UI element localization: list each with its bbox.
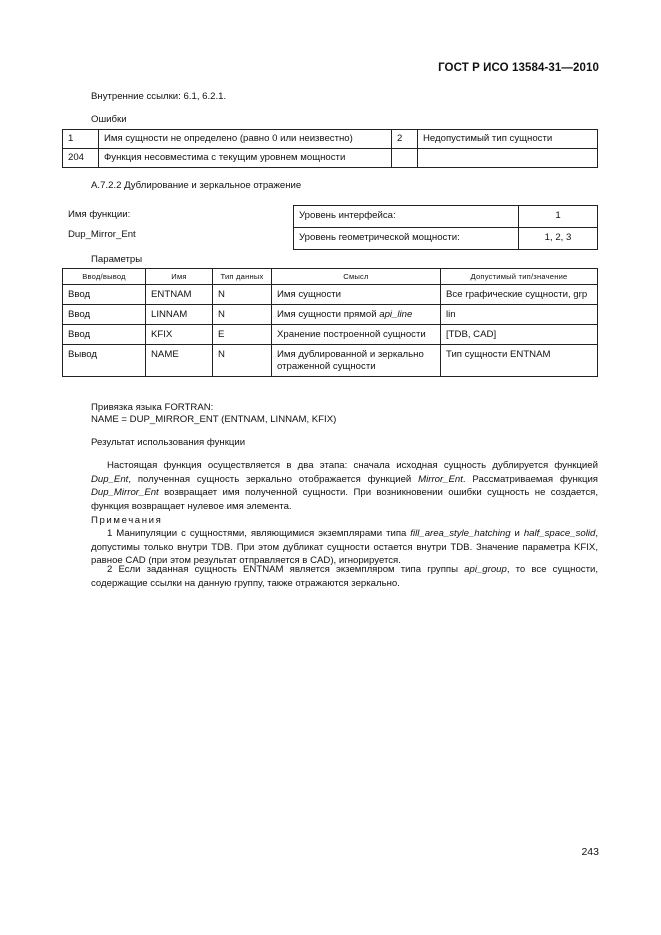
note-italic: api_group [464, 564, 507, 575]
table-row [63, 305, 598, 325]
table-row [63, 345, 598, 377]
cell-meaning: Имя дублированной и зеркально отраженной сущности [272, 345, 441, 377]
description-text: , полученная сущность зеркально отображается функцией [128, 473, 419, 485]
column-header: Допустимый тип/значение [441, 269, 598, 285]
meaning-italic: api_line [379, 309, 413, 320]
internal-refs: Внутренние ссылки: 6.1, 6.2.1. [91, 91, 227, 102]
error-text [418, 149, 598, 168]
interface-level-value: 1 [519, 206, 598, 228]
level-table [293, 205, 598, 250]
note-text: 1 Манипуляции с сущностями, являющимися экземплярами типа [107, 528, 411, 539]
column-header: Смысл [272, 269, 441, 285]
params-table [62, 268, 598, 377]
error-code [392, 149, 418, 168]
error-code: 1 [63, 130, 99, 149]
note-text: , допустимы только внутри TDB. При этом дубликат сущности остается внутри TDB. Значение параметра KFIX, равное CAD (при этом результат отправляется в CAD), игнорируется. [91, 528, 598, 567]
table-header-row [63, 269, 598, 285]
cell-allowed: Тип сущности ENTNAM [441, 345, 598, 377]
cell-io: Ввод [63, 305, 146, 325]
cell-meaning [272, 305, 441, 325]
cell-meaning: Хранение построенной сущности [272, 325, 441, 345]
section-title: А.7.2.2 Дублирование и зеркальное отражение [91, 180, 302, 191]
table-row [294, 228, 598, 250]
table-row [63, 325, 598, 345]
description-italic: Dup_Mirror_Ent [91, 487, 159, 499]
function-name-label: Имя функции: [68, 209, 131, 220]
table-row [63, 149, 598, 168]
fortran-binding-label: Привязка языка FORTRAN: [91, 402, 214, 413]
note-italic: fill_area_style_hatching [410, 528, 511, 539]
cell-name: NAME [146, 345, 213, 377]
cell-io: Ввод [63, 325, 146, 345]
column-header: Имя [146, 269, 213, 285]
table-row [63, 285, 598, 305]
cell-meaning: Имя сущности [272, 285, 441, 305]
note-text: и [510, 528, 524, 539]
cell-allowed: Все графические сущности, grp [441, 285, 598, 305]
error-text: Имя сущности не определено (равно 0 или неизвестно) [99, 130, 392, 149]
cell-name: ENTNAM [146, 285, 213, 305]
error-text: Функция несовместима с текущим уровнем мощности [99, 149, 392, 168]
params-label: Параметры [91, 254, 143, 265]
errors-table [62, 129, 598, 168]
description-text: возвращает имя полученной сущности. При возникновении ошибки сущность не создается, функция возвращает нулевое имя элемента. [91, 487, 598, 512]
geometry-level-value: 1, 2, 3 [519, 228, 598, 250]
result-label: Результат использования функции [91, 437, 246, 448]
cell-type: N [213, 345, 272, 377]
cell-io: Вывод [63, 345, 146, 377]
cell-type: N [213, 285, 272, 305]
note-text: , то все сущности, содержащие ссылки на данную группу, также отражаются зеркально. [91, 564, 598, 589]
function-name-value: Dup_Mirror_Ent [68, 229, 136, 240]
note-1 [91, 527, 598, 568]
note-italic: half_space_solid [523, 528, 596, 539]
description-text: Настоящая функция осуществляется в два этапа: сначала исходная сущность дублируется функцией [107, 460, 598, 471]
interface-level-label: Уровень интерфейса: [294, 206, 519, 228]
page-number: 243 [581, 846, 599, 858]
column-header: Ввод/вывод [63, 269, 146, 285]
error-code: 2 [392, 130, 418, 149]
error-code: 204 [63, 149, 99, 168]
meaning-text: Имя сущности прямой [277, 309, 380, 320]
geometry-level-label: Уровень геометрической мощности: [294, 228, 519, 250]
column-header: Тип данных [213, 269, 272, 285]
note-2 [91, 563, 598, 590]
cell-name: LINNAM [146, 305, 213, 325]
note-text: 2 Если заданная сущность ENTNAM является экземпляром типа группы [107, 564, 465, 575]
cell-type: N [213, 305, 272, 325]
error-text: Недопустимый тип сущности [418, 130, 598, 149]
description-text: . Рассматриваемая функция [462, 473, 599, 485]
cell-allowed: [TDB, CAD] [441, 325, 598, 345]
fortran-binding-call: NAME = DUP_MIRROR_ENT (ENTNAM, LINNAM, KFIX) [91, 414, 337, 425]
table-row [294, 206, 598, 228]
description-paragraph [91, 459, 598, 513]
errors-label: Ошибки [91, 114, 127, 125]
cell-name: KFIX [146, 325, 213, 345]
cell-type: E [213, 325, 272, 345]
cell-allowed: lin [441, 305, 598, 325]
cell-io: Ввод [63, 285, 146, 305]
description-italic: Dup_Ent [91, 473, 129, 485]
description-italic: Mirror_Ent [418, 473, 463, 485]
notes-title: Примечания [91, 515, 163, 526]
table-row [63, 130, 598, 149]
standard-header: ГОСТ Р ИСО 13584-31—2010 [438, 62, 599, 74]
